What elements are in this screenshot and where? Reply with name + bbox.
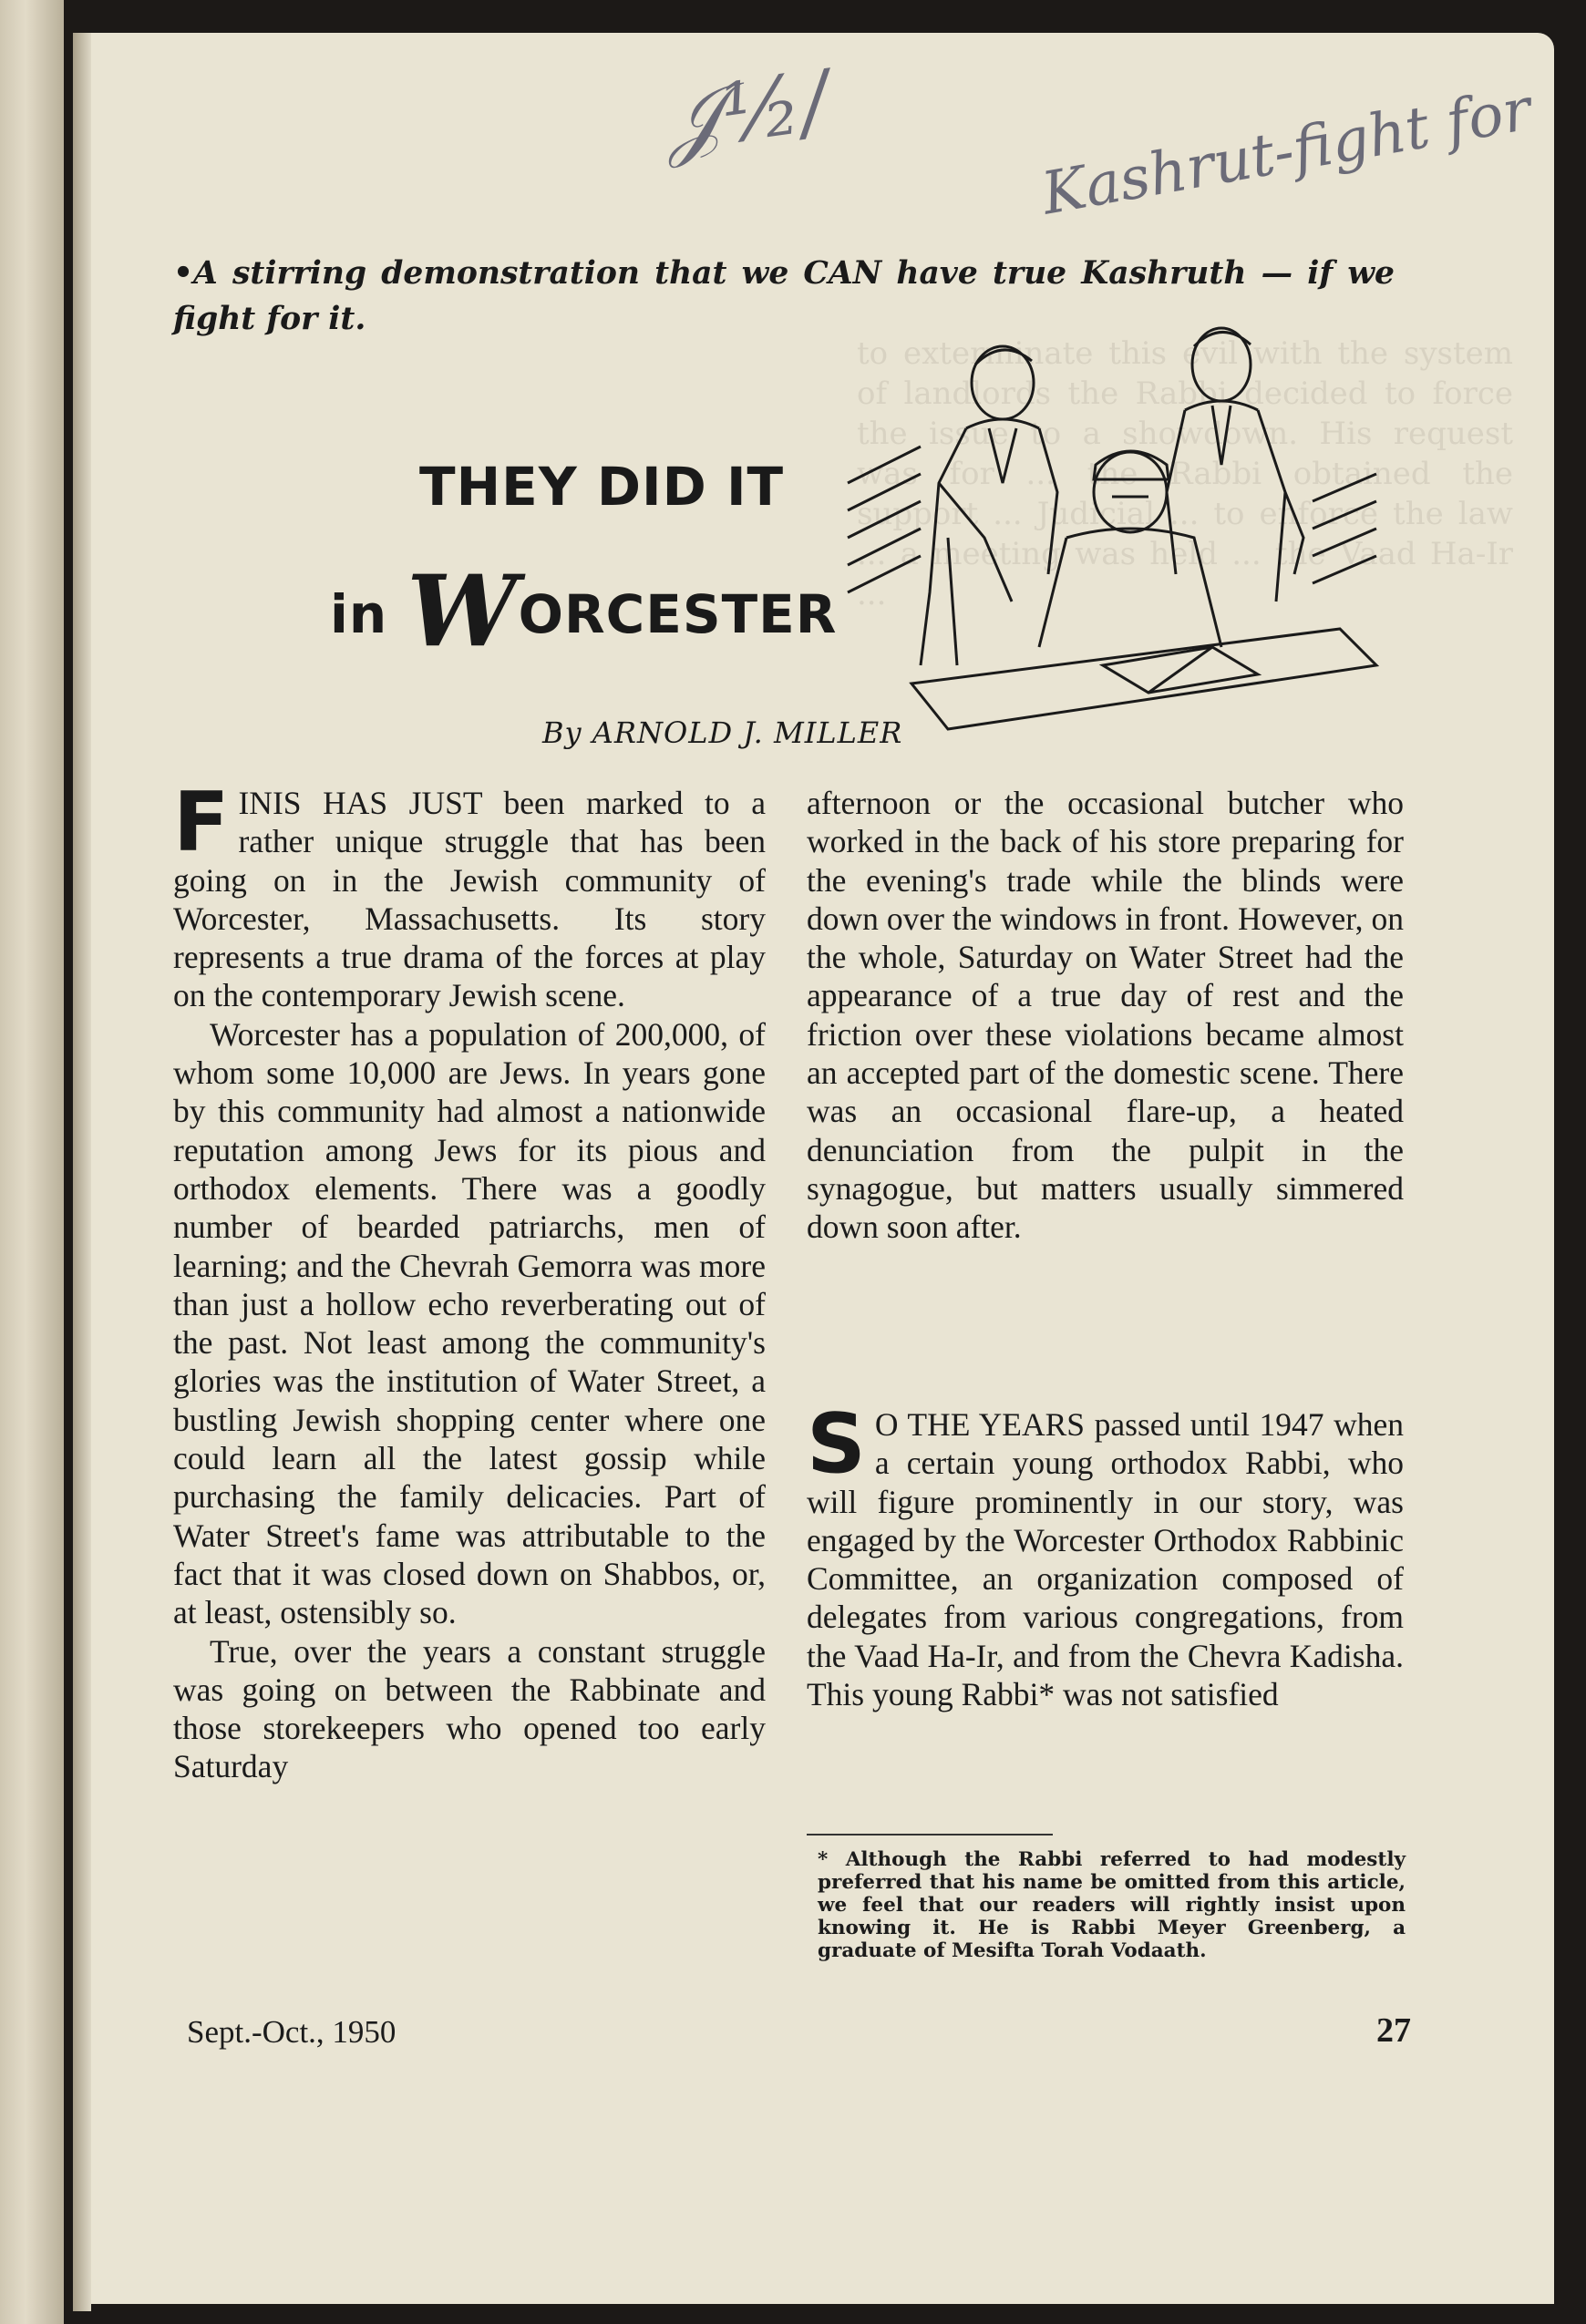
three-men-illustration	[829, 301, 1413, 747]
paragraph-2: Worcester has a population of 200,000, of whom some 10,000 are Jews. In years gone by this community had almost a nationwide reputation among Jews for its pious and orthodox elements. There was a goodly number of bearded patriarchs, men of learning; and the Chevrah Gemorra was more than just a hollow echo reverberating out of the past. Not least among the community's glories was the institution of Water Street, a bustling Jewish shopping center where one could learn all the latest gossip while purchasing the family delicacies. Part of Water Street's fame was attributable to the fact that it was closed down on Shabbos, or, at least, ostensibly so.	[173, 1015, 766, 1631]
page-number: 27	[1376, 2011, 1411, 2050]
column-right	[807, 784, 1404, 1247]
article-dek: •A stirring demonstration that we CAN have true Kashruth — if we fight for it.	[173, 255, 1395, 337]
drop-cap-f: F	[173, 775, 230, 870]
paragraph-5	[807, 1396, 1404, 1713]
handwritten-top-mark: 𝒥½/	[659, 53, 836, 170]
paragraph-5-text: O THE YEARS passed until 1947 when a certain young orthodox Rabbi, who will figure prominently in our story, was engaged by the Worcester Orthodox Rabbinic Committee, an organization composed of delegates from various congregations, from the Vaad Ha-Ir, and from the Chevra Kadisha. This young Rabbi* was not satisfied	[807, 1406, 1404, 1713]
paragraph-4: afternoon or the occasional butcher who worked in the back of his store preparing for the evening's trade while the blinds were down over the windows in front. However, on the whole, Saturday on Water Street had the appearance of a true day of rest and the friction over these violations became almost an accepted part of the domestic scene. There was an occasional flare-up, a heated denunciation from the pulpit in the synagogue, but matters usually simmered down soon after.	[807, 785, 1404, 1246]
issue-date: Sept.-Oct., 1950	[187, 2014, 396, 2050]
binding-strip	[0, 0, 64, 2324]
byline: By ARNOLD J. MILLER	[542, 715, 903, 750]
title-rest: ORCESTER	[518, 583, 838, 645]
column-right-section-2	[807, 1396, 1404, 1713]
paragraph-3: True, over the years a constant struggle was going on between the Rabbinate and those storekeepers who opened too early Saturday	[173, 1632, 766, 1785]
footnote: * Although the Rabbi referred to had modestly preferred that his name be omitted from this article, we feel that our readers will rightly insist upon knowing it. He is Rabbi Meyer Greenberg, a graduate of Mesifta Torah Vodaath.	[818, 1848, 1406, 1962]
title-initial: W	[407, 554, 519, 669]
column-left	[173, 775, 766, 1786]
show-through-text: to exterminate this evil with the system of landlords the Rabbi decided to force the issue to a showdown. His request was for ... the Rabbi obtained the support ... Judicial ... to enforce the law ... a meeting was held ... the Vaad Ha-Ir ...	[857, 335, 1513, 612]
paragraph-1-text: INIS HAS JUST been marked to a rather unique struggle that has been going on in the Jewish community of Worcester, Massachusetts. Its story represents a true drama of the forces at play on the contemporary Jewish scene.	[173, 785, 766, 1014]
handwritten-side-note: Kashrut-fight for	[1036, 76, 1537, 229]
drop-cap-s: S	[807, 1396, 866, 1492]
scan-background	[91, 2304, 1554, 2324]
paragraph-1	[173, 775, 766, 1015]
footnote-rule	[807, 1834, 1053, 1836]
title-line-1: THEY DID IT	[419, 456, 785, 518]
title-prefix: in	[330, 583, 407, 645]
title-line-2	[330, 554, 837, 669]
